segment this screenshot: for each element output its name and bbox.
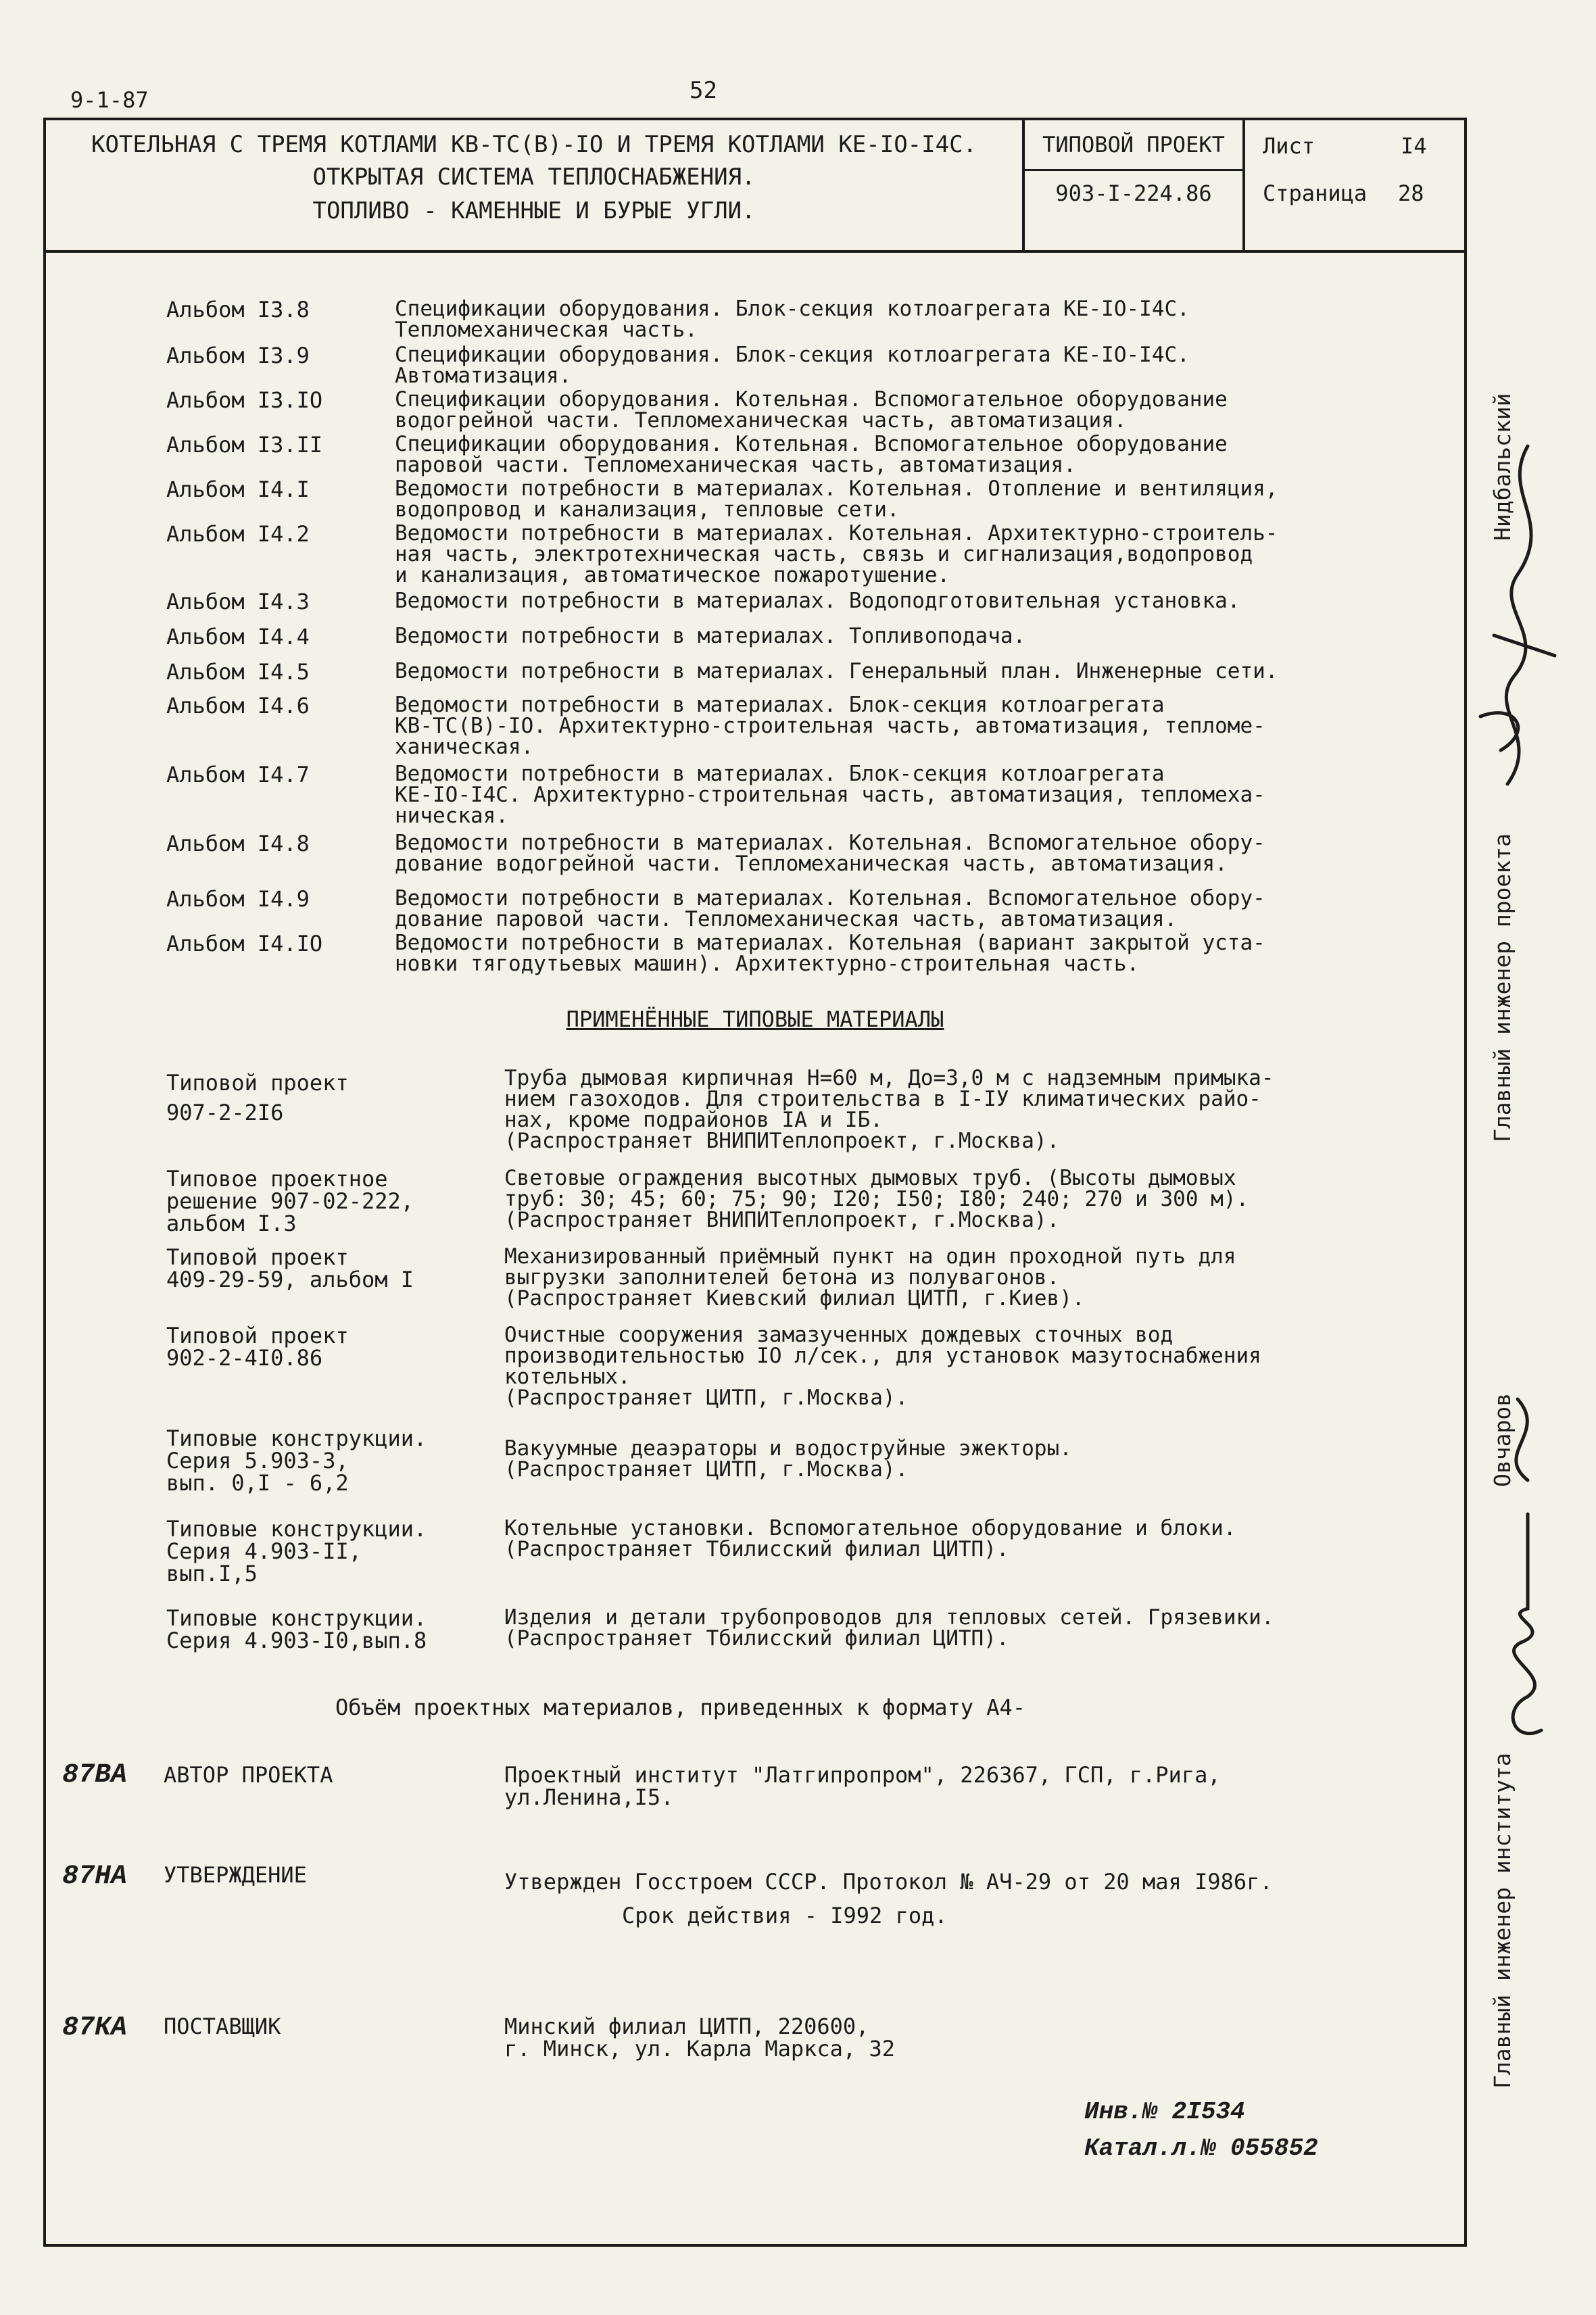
project-label: ТИПОВОЙ ПРОЕКТ <box>1042 132 1225 157</box>
material-description: Световые ограждения высотных дымовых труб. (Высоты дымовых труб: 30; 45; 60; 75; 90; I20; I50; I80; 240; 270 и 300 м). (Распространяет ВНИПИТеплопроект, г.Москва). <box>504 1166 1249 1232</box>
album-label: Альбом I4.I <box>166 477 310 502</box>
album-label: Альбом I3.II <box>166 432 323 458</box>
album-description: Ведомости потребности в материалах. Котельная. Архитектурно-строитель- ная часть, электротехническая часть, связь и сигнализация,водопровод и канализация, автоматическое пожаротушение. <box>395 521 1278 587</box>
material-description: Труба дымовая кирпичная Н=60 м, До=3,0 м с надземным примыка- нием газоходов. Для строительства в I-IУ климатических райо- нах, кроме подрайонов IА и IБ. (Распространяет ВНИПИТеплопроект, г.Москва). <box>504 1066 1274 1153</box>
album-description: Спецификации оборудования. Котельная. Вспомогательное оборудование водогрейной части. Тепломеханическая часть, автоматизация. <box>395 387 1228 433</box>
author-code: 87ВА <box>62 1760 128 1790</box>
author-text: Проектный институт "Латгипропром", 226367, ГСП, г.Рига, ул.Ленина,I5. <box>504 1762 1221 1810</box>
materials-heading <box>43 1008 1467 1031</box>
album-label: Альбом I4.9 <box>166 886 310 912</box>
album-label: Альбом I3.9 <box>166 343 310 368</box>
material-reference: Типовые конструкции. Серия 4.903-I0,вып.8 <box>166 1605 427 1653</box>
material-description: Очистные сооружения замазученных дождевых сточных вод производительностью IO л/сек., для установок мазутоснабжения котельных. (Распространяет ЦИТП, г.Москва). <box>504 1323 1261 1410</box>
album-label: Альбом I3.8 <box>166 297 310 322</box>
document-code: 9-1-87 <box>70 87 149 113</box>
catalog-number: Катал.л.№ 055852 <box>1084 2135 1318 2162</box>
album-label: Альбом I4.7 <box>166 762 310 787</box>
sheet-number: I4 <box>1401 133 1427 159</box>
album-label: Альбом I4.4 <box>166 624 310 650</box>
supplier-text: Минский филиал ЦИТП, 220600, г. Минск, ул. Карла Маркса, 32 <box>504 2014 895 2062</box>
material-reference: Типовые конструкции. Серия 5.903-3, вып. 0,I - 6,2 <box>166 1425 427 1496</box>
chief-engineer-project-label: Главный инженер проекта <box>1489 833 1516 1142</box>
supplier-label: ПОСТАВЩИК <box>164 2014 281 2039</box>
header-divider-v2 <box>1242 118 1245 253</box>
signature-2 <box>1453 1392 1575 1757</box>
inventory-number: Инв.№ 2I534 <box>1084 2098 1245 2126</box>
page-label: Страница <box>1263 180 1368 206</box>
album-description: Ведомости потребности в материалах. Котельная. Вспомогательное обору- дование паровой части. Тепломеханическая часть, автоматизация. <box>395 886 1265 931</box>
sheet-label: Лист <box>1263 133 1315 159</box>
album-label: Альбом I4.3 <box>166 589 310 614</box>
header-title-3: ТОПЛИВО - КАМЕННЫЕ И БУРЫЕ УГЛИ. <box>312 197 756 224</box>
album-label: Альбом I4.8 <box>166 831 310 856</box>
chief-engineer-institute-label: Главный инженер института <box>1489 1753 1516 2089</box>
album-description: Ведомости потребности в материалах. Блок-секция котлоагрегата КЕ-IO-I4С. Архитектурно-строительная часть, автоматизация, тепломеха- ническая. <box>395 762 1265 828</box>
material-reference: Типовой проект 907-2-2I6 <box>166 1070 349 1125</box>
header-title-2: ОТКРЫТАЯ СИСТЕМА ТЕПЛОСНАБЖЕНИЯ. <box>312 164 756 191</box>
album-description: Ведомости потребности в материалах. Котельная. Вспомогательное обору- дование водогрейной части. Тепломеханическая часть, автоматизация. <box>395 831 1265 876</box>
album-description: Ведомости потребности в материалах. Котельная (вариант закрытой уста- новки тягодутьевых машин). Архитектурно-строительная часть. <box>395 931 1265 976</box>
page-value: 28 <box>1398 180 1424 206</box>
album-description: Ведомости потребности в материалах. Генеральный план. Инженерные сети. <box>395 659 1278 683</box>
album-label: Альбом I4.5 <box>166 659 310 685</box>
material-reference: Типовое проектное решение 907-02-222, альбом I.3 <box>166 1166 414 1236</box>
approval-validity: Срок действия - I992 год. <box>622 1903 948 1928</box>
page-number: 52 <box>690 77 717 104</box>
album-description: Спецификации оборудования. Блок-секция котлоагрегата КЕ-IO-I4С. Автоматизация. <box>395 343 1190 388</box>
project-number: 903-I-224.86 <box>1055 180 1212 206</box>
approval-text: Утвержден Госстроем СССР. Протокол № АЧ-29 от 20 мая I986г. <box>504 1869 1273 1895</box>
material-reference: Типовой проект 409-29-59, альбом I <box>166 1244 414 1292</box>
volume-line: Объём проектных материалов, приведенных к формату А4- <box>335 1695 1026 1720</box>
signatory-name-2: Овчаров <box>1489 1392 1516 1487</box>
signatory-name-1: Нидбальский <box>1489 393 1516 541</box>
album-label: Альбом I4.IO <box>166 931 323 956</box>
approval-label: УТВЕРЖДЕНИЕ <box>164 1862 307 1888</box>
album-label: Альбом I4.2 <box>166 521 310 547</box>
album-description: Ведомости потребности в материалах. Блок-секция котлоагрегата КВ-ТС(В)-IO. Архитектурно-строительная часть, автоматизация, тепломе- ханическая. <box>395 693 1265 759</box>
header-title-1: КОТЕЛЬНАЯ С ТРЕМЯ КОТЛАМИ КВ-ТС(В)-IO И ТРЕМЯ КОТЛАМИ КЕ-IO-I4С. <box>91 131 977 158</box>
album-description: Спецификации оборудования. Блок-секция котлоагрегата КЕ-IO-I4С. Тепломеханическая часть. <box>395 297 1190 342</box>
header-divider-h <box>1022 169 1245 171</box>
author-label: АВТОР ПРОЕКТА <box>164 1762 333 1788</box>
material-description: Котельные установки. Вспомогательное оборудование и блоки. (Распространяет Тбилисский филиал ЦИТП). <box>504 1516 1236 1561</box>
album-label: Альбом I3.IO <box>166 387 323 413</box>
album-label: Альбом I4.6 <box>166 693 310 718</box>
material-reference: Типовые конструкции. Серия 4.903-II, вып.I,5 <box>166 1516 427 1586</box>
album-description: Ведомости потребности в материалах. Водоподготовительная установка. <box>395 589 1240 613</box>
material-reference: Типовой проект 902-2-4I0.86 <box>166 1323 349 1371</box>
header-divider <box>43 250 1467 253</box>
materials-heading-text: ПРИМЕНЁННЫЕ ТИПОВЫЕ МАТЕРИАЛЫ <box>566 1006 944 1032</box>
album-description: Ведомости потребности в материалах. Котельная. Отопление и вентиляция, водопровод и канализация, тепловые сети. <box>395 477 1278 522</box>
album-description: Спецификации оборудования. Котельная. Вспомогательное оборудование паровой части. Тепломеханическая часть, автоматизация. <box>395 432 1228 477</box>
material-description: Механизированный приёмный пункт на один проходной путь для выгрузки заполнителей бетона из полувагонов. (Распространяет Киевский филиал ЦИТП, г.Киев). <box>504 1244 1236 1311</box>
header-divider-v1 <box>1022 118 1025 253</box>
material-description: Вакуумные деаэраторы и водоструйные эжекторы. (Распространяет ЦИТП, г.Москва). <box>504 1436 1072 1482</box>
signature-1 <box>1453 433 1575 825</box>
material-description: Изделия и детали трубопроводов для тепловых сетей. Грязевики. (Распространяет Тбилисский филиал ЦИТП). <box>504 1605 1274 1651</box>
supplier-code: 87КА <box>62 2013 128 2043</box>
approval-code: 87НА <box>62 1861 128 1892</box>
album-description: Ведомости потребности в материалах. Топливоподача. <box>395 624 1026 648</box>
